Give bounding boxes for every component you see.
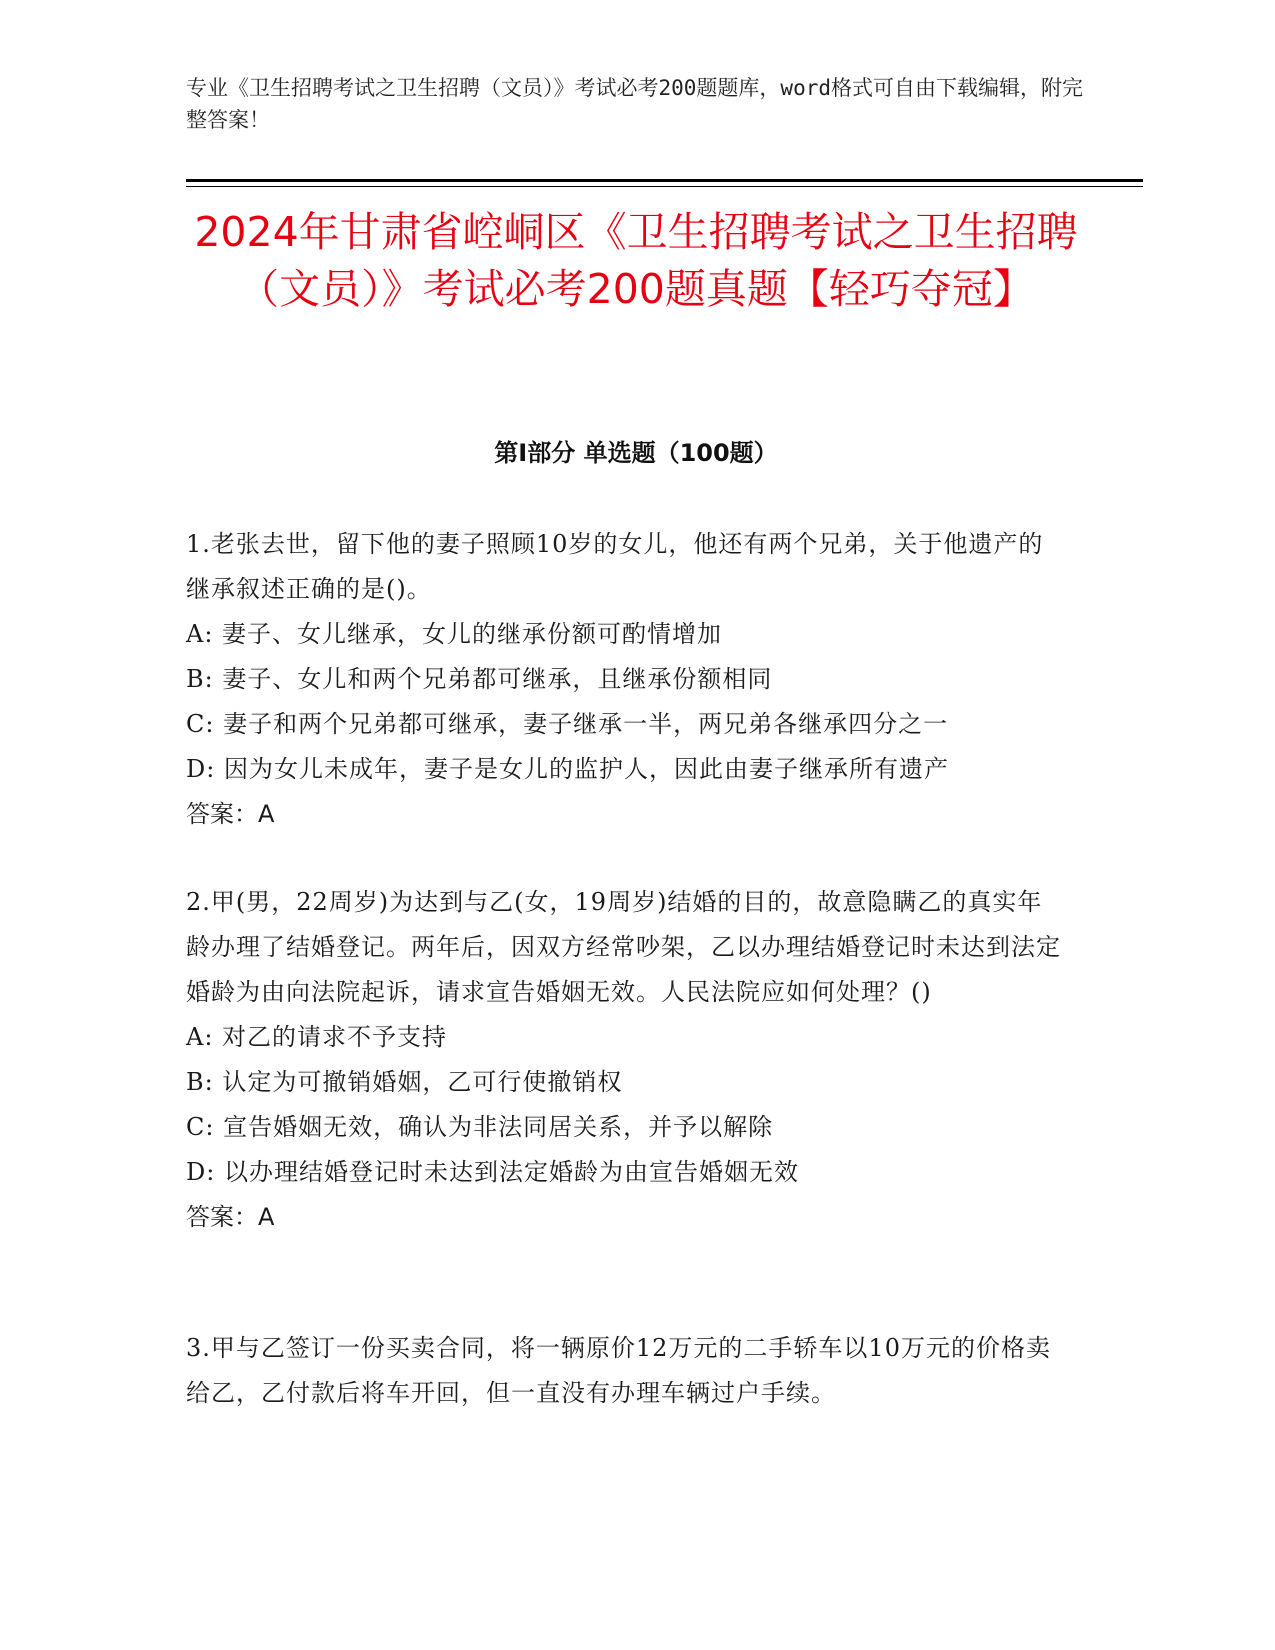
option-c: C: 妻子和两个兄弟都可继承，妻子继承一半，两兄弟各继承四分之一 [186,710,949,738]
question-stem: 1.老张去世，留下他的妻子照顾10岁的女儿，他还有两个兄弟，关于他遗产的继承叙述正确的是()。 [186,530,1044,603]
section-heading: 第Ⅰ部分 单选题（100题） [494,439,778,467]
question-stem: 3.甲与乙签订一份买卖合同，将一辆原价12万元的二手轿车以10万元的价格卖给乙，乙付款后将车开回，但一直没有办理车辆过户手续。 [186,1334,1051,1407]
option-c: C: 宣告婚姻无效，确认为非法同居关系，并予以解除 [186,1113,774,1141]
header-note: 专业《卫生招聘考试之卫生招聘（文员）》考试必考200题题库，word格式可自由下载编辑，附完整答案！ [186,76,1083,132]
document-title: 2024年甘肃省崆峒区《卫生招聘考试之卫生招聘（文员）》考试必考200题真题【轻巧夺冠】 [194,208,1078,313]
option-b: B: 妻子、女儿和两个兄弟都可继承，且继承份额相同 [186,665,773,693]
option-a: A: 对乙的请求不予支持 [186,1023,448,1051]
option-b: B: 认定为可撤销婚姻，乙可行使撤销权 [186,1068,623,1096]
question-2 [186,880,1066,1240]
option-a: A: 妻子、女儿继承，女儿的继承份额可酌情增加 [186,620,723,648]
header-divider-thick [186,179,1143,182]
option-d: D: 因为女儿未成年，妻子是女儿的监护人，因此由妻子继承所有遗产 [186,755,949,783]
answer: 答案：A [186,800,275,828]
question-1 [186,522,1066,837]
option-d: D: 以办理结婚登记时未达到法定婚龄为由宣告婚姻无效 [186,1158,799,1186]
question-stem: 2.甲(男，22周岁)为达到与乙(女，19周岁)结婚的目的，故意隐瞒乙的真实年龄办理了结婚登记。两年后，因双方经常吵架，乙以办理结婚登记时未达到法定婚龄为由向法院起诉，请求宣告婚姻无效。人民法院应如何处理？() [186,888,1061,1006]
header-divider-thin [186,186,1143,187]
answer: 答案：A [186,1203,275,1231]
question-3 [186,1326,1066,1416]
